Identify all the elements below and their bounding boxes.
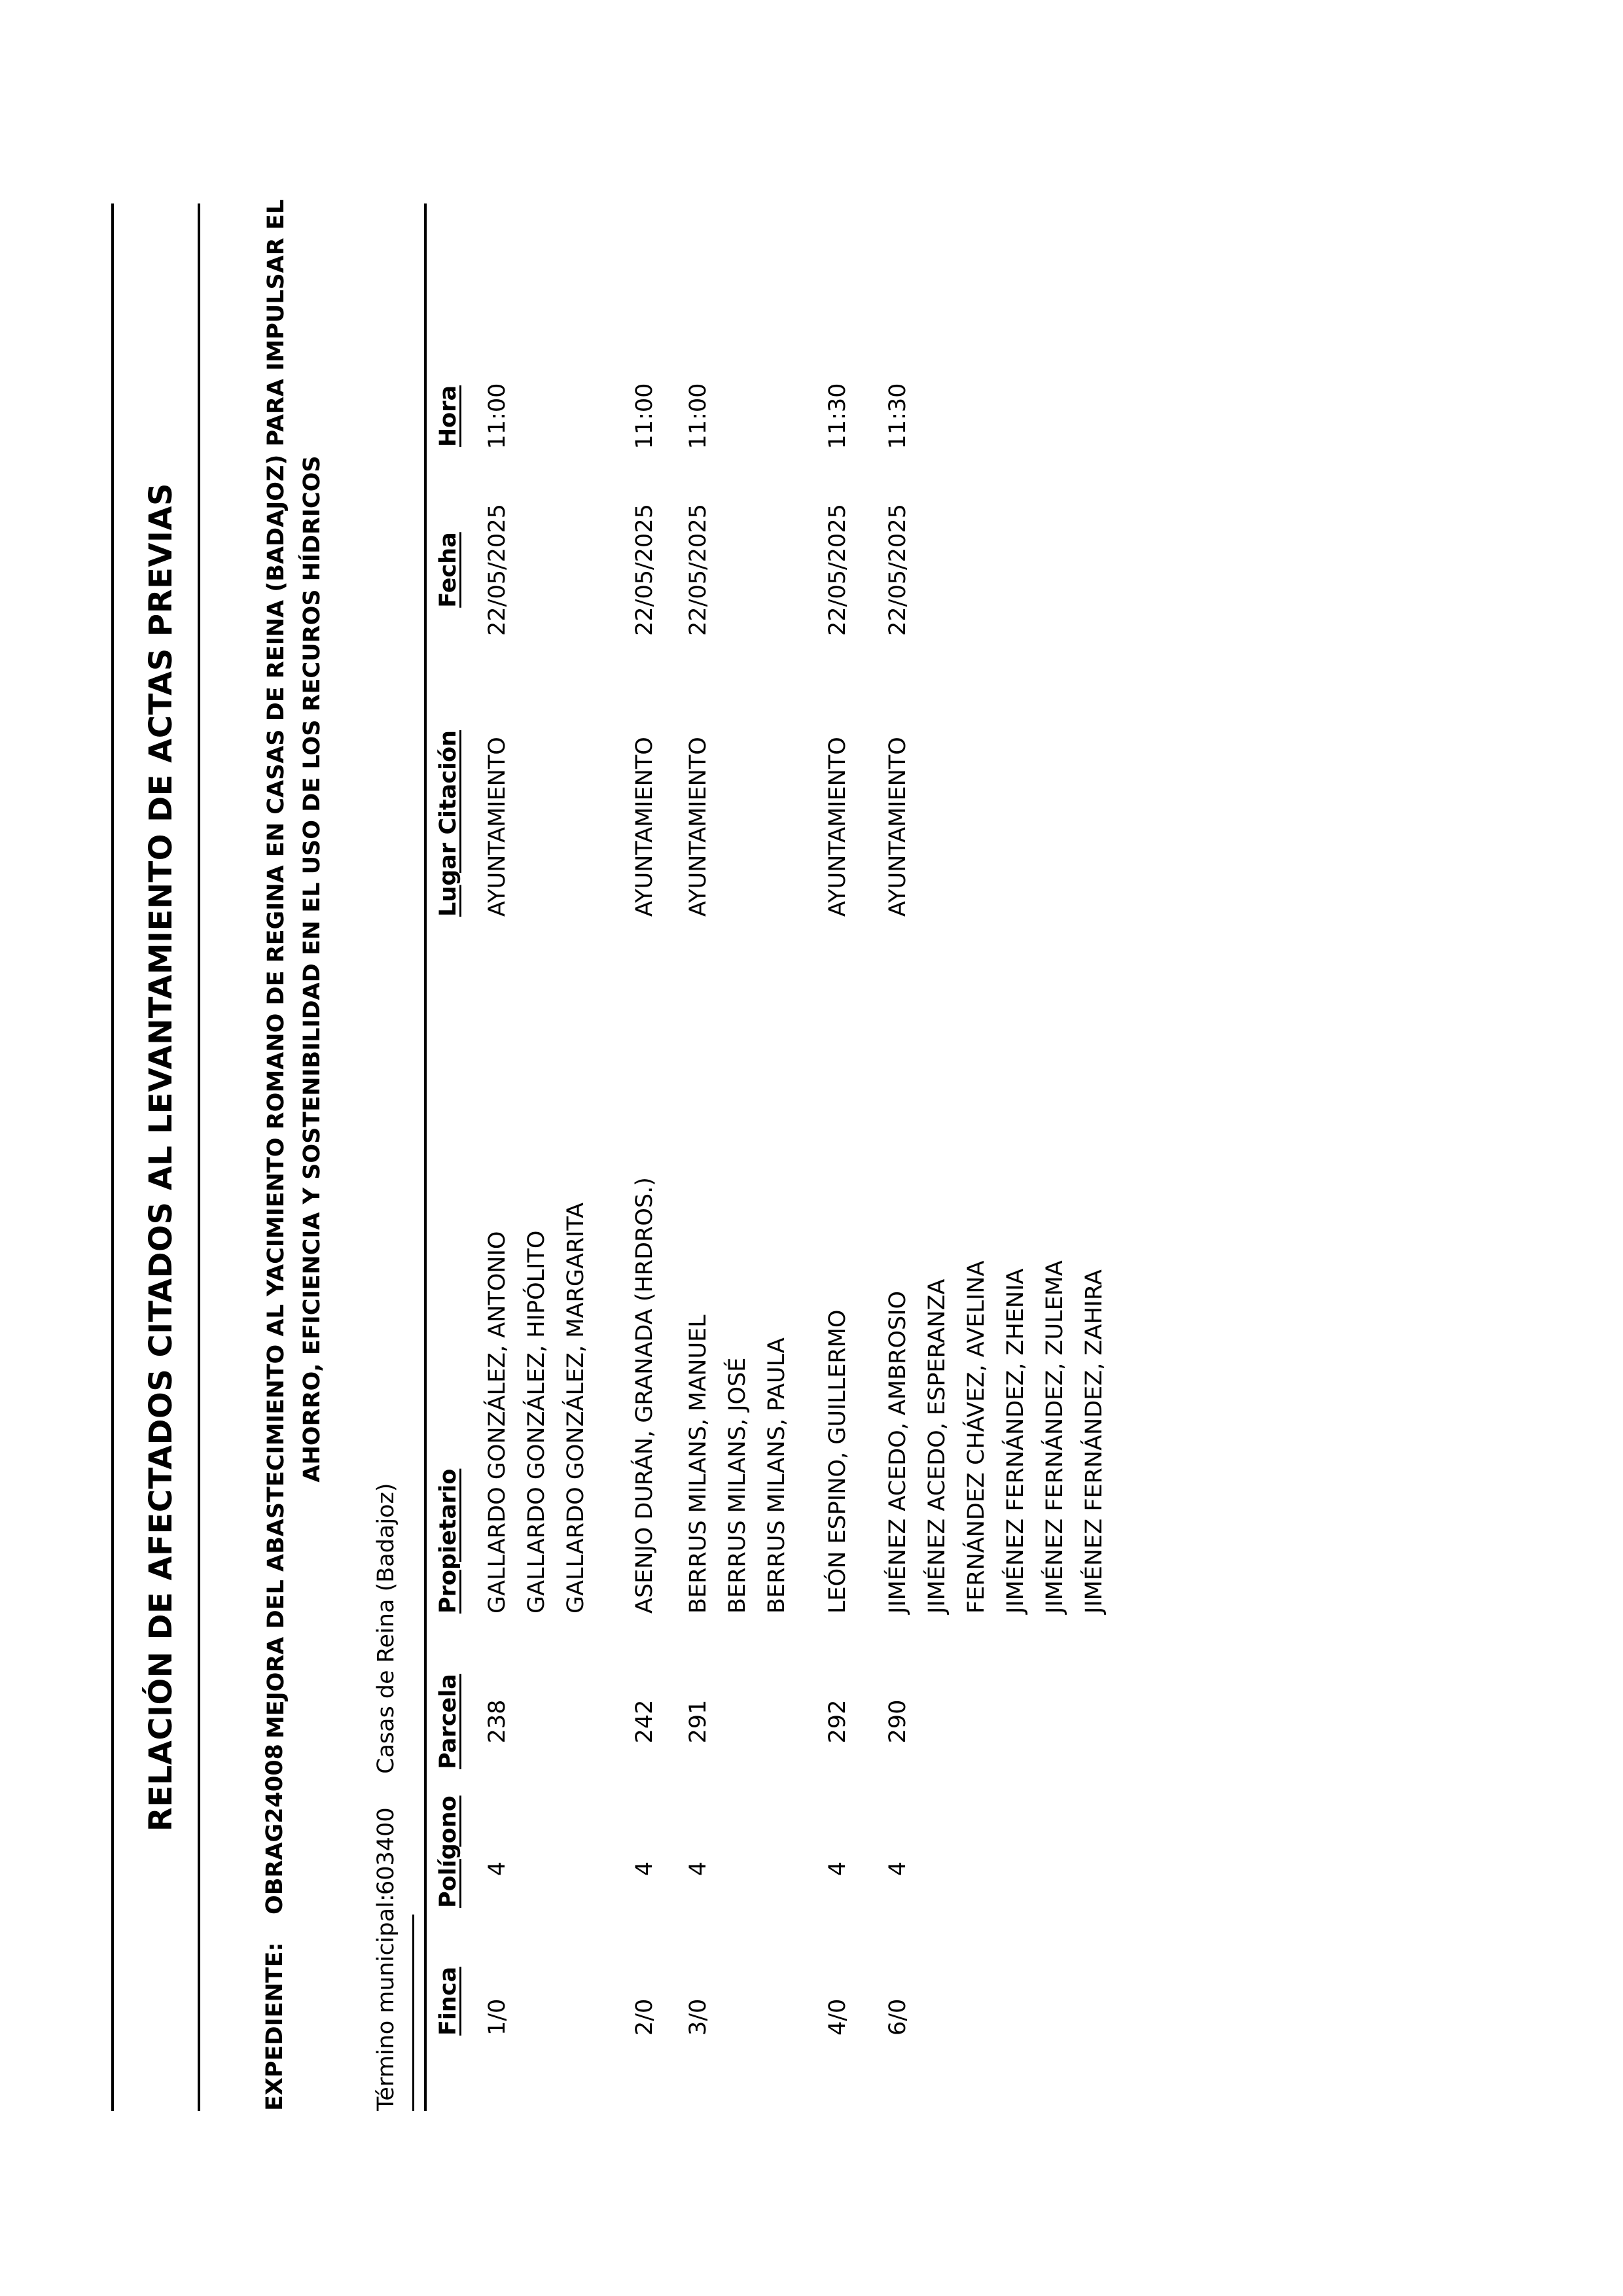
municipio-underline xyxy=(412,1915,414,2111)
cell-fecha: 22/05/2025 xyxy=(825,504,851,636)
cell-poligono: 4 xyxy=(484,1861,510,1877)
cell-fecha: 22/05/2025 xyxy=(685,504,711,636)
title-rule xyxy=(198,203,200,2111)
cell-parcela: 291 xyxy=(685,1699,711,1744)
cell-poligono: 4 xyxy=(885,1861,911,1877)
cell-hora: 11:00 xyxy=(632,383,658,450)
header-rule xyxy=(424,203,427,2111)
cell-parcela: 292 xyxy=(825,1699,851,1744)
cell-fecha: 22/05/2025 xyxy=(484,504,510,636)
header-lugar: Lugar Citación xyxy=(435,730,461,917)
cell-lugar: AYUNTAMIENTO xyxy=(632,737,658,917)
header-hora: Hora xyxy=(435,385,461,448)
header-finca: Finca xyxy=(435,1966,461,2036)
cell-parcela: 290 xyxy=(885,1699,911,1744)
header-parcela: Parcela xyxy=(435,1674,461,1769)
cell-lugar: AYUNTAMIENTO xyxy=(825,737,851,917)
cell-hora: 11:30 xyxy=(885,383,911,450)
owner-name: GALLARDO GONZÁLEZ, ANTONIO xyxy=(484,1231,510,1614)
owner-name: BERRUS MILANS, MANUEL xyxy=(685,1315,711,1614)
cell-lugar: AYUNTAMIENTO xyxy=(885,737,911,917)
cell-lugar: AYUNTAMIENTO xyxy=(484,737,510,917)
document-title: RELACIÓN DE AFECTADOS CITADOS AL LEVANTAMIENTO DE ACTAS PREVIAS xyxy=(143,482,179,1832)
header-fecha: Fecha xyxy=(435,532,461,608)
owner-name: JIMÉNEZ ACEDO, ESPERANZA xyxy=(924,1279,950,1614)
cell-fecha: 22/05/2025 xyxy=(632,504,658,636)
cell-hora: 11:00 xyxy=(484,383,510,450)
owner-name: BERRUS MILANS, JOSÉ xyxy=(724,1357,751,1614)
header-propietario: Propietario xyxy=(435,1468,461,1614)
cell-fecha: 22/05/2025 xyxy=(885,504,911,636)
cell-propietario xyxy=(625,972,664,1614)
cell-finca: 6/0 xyxy=(885,1998,911,2036)
cell-poligono: 4 xyxy=(685,1861,711,1877)
cell-propietario xyxy=(679,972,796,1614)
project-description: MEJORA DEL ABASTECIMIENTO AL YACIMIENTO ROMANO DE REGINA EN CASAS DE REINA (BADAJOZ) PARA IMPULSAR EL AHORRO, EFICIENCIA Y SOSTENIBILIDAD EN EL USO DE LOS RECUROS HÍDRICOS xyxy=(263,199,325,1739)
top-rule xyxy=(111,203,114,2111)
cell-hora: 11:00 xyxy=(685,383,711,450)
cell-finca: 3/0 xyxy=(685,1998,711,2036)
cell-poligono: 4 xyxy=(632,1861,658,1877)
owner-name: JIMÉNEZ ACEDO, AMBROSIO xyxy=(885,1290,911,1614)
municipio-code: 603400 xyxy=(373,1807,399,1895)
cell-parcela: 238 xyxy=(484,1699,510,1744)
cell-parcela: 242 xyxy=(632,1699,658,1744)
municipio-name: Casas de Reina (Badajoz) xyxy=(373,1483,399,1774)
cell-finca: 2/0 xyxy=(632,1998,658,2036)
cell-propietario xyxy=(478,972,596,1614)
owner-name: JIMÉNEZ FERNÁNDEZ, ZHENIA xyxy=(1003,1268,1029,1614)
header-poligono: Polígono xyxy=(435,1795,461,1908)
cell-propietario xyxy=(878,972,1114,1614)
owner-name: GALLARDO GONZÁLEZ, HIPÓLITO xyxy=(524,1230,550,1614)
municipio-label: Término municipal: xyxy=(373,1894,399,2111)
cell-lugar: AYUNTAMIENTO xyxy=(685,737,711,917)
owner-name: BERRUS MILANS, PAULA xyxy=(764,1337,790,1614)
expediente-code: OBRAG24008 xyxy=(262,1744,288,1915)
owner-name: JIMÉNEZ FERNÁNDEZ, ZAHIRA xyxy=(1081,1269,1107,1614)
document-sheet xyxy=(111,4,1224,2111)
owner-name: LEÓN ESPINO, GUILLERMO xyxy=(825,1309,851,1614)
owner-name: GALLARDO GONZÁLEZ, MARGARITA xyxy=(563,1202,589,1614)
cell-finca: 1/0 xyxy=(484,1998,510,2036)
expediente-label: EXPEDIENTE: xyxy=(262,1942,288,2111)
owner-name: JIMÉNEZ FERNÁNDEZ, ZULEMA xyxy=(1042,1260,1068,1614)
cell-propietario xyxy=(818,972,857,1614)
owner-name: ASENJO DURÁN, GRANADA (HRDROS.) xyxy=(632,1177,658,1614)
cell-hora: 11:30 xyxy=(825,383,851,450)
cell-finca: 4/0 xyxy=(825,1998,851,2036)
owner-name: FERNÁNDEZ CHÁVEZ, AVELINA xyxy=(963,1260,990,1614)
cell-poligono: 4 xyxy=(825,1861,851,1877)
